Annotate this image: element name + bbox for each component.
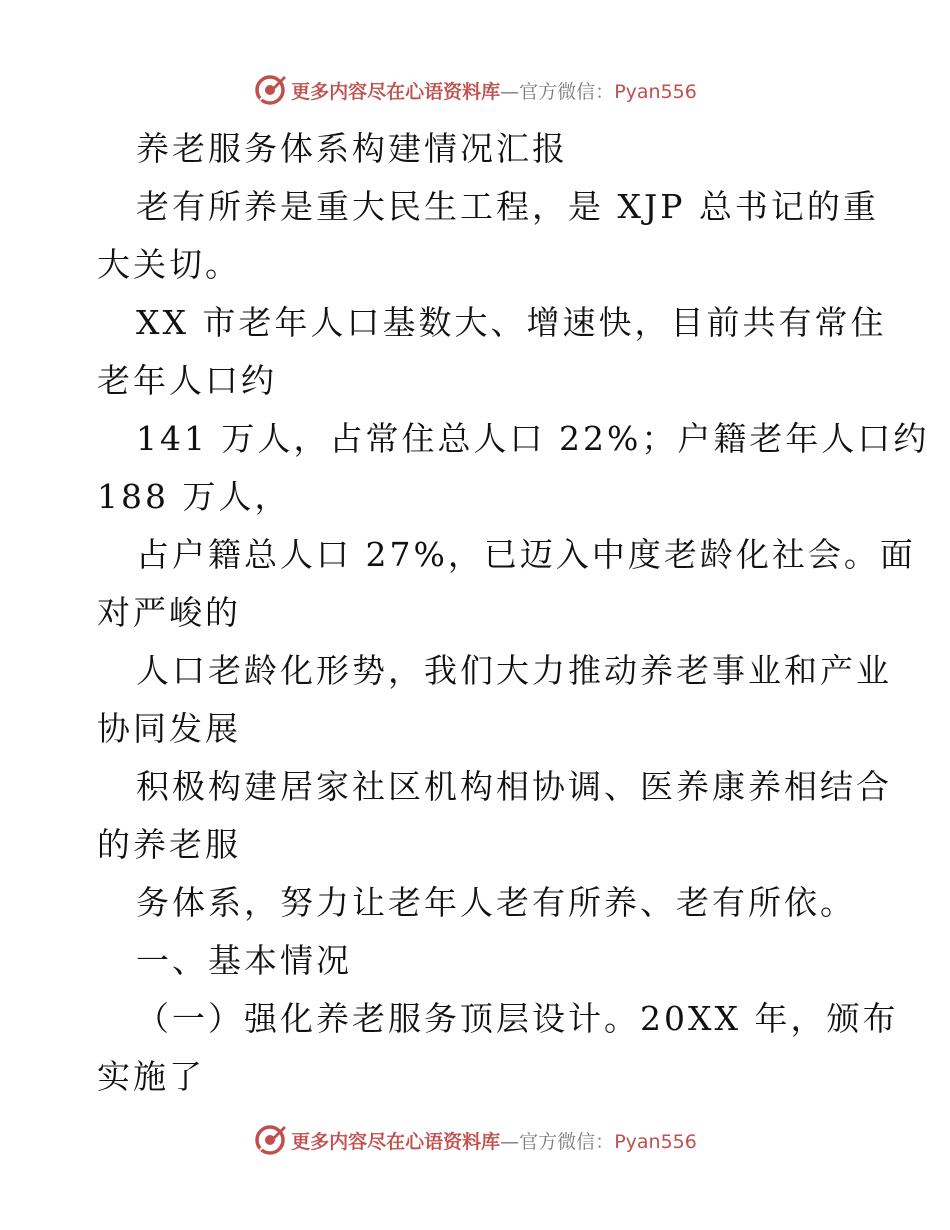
text-line: 大关切。 [97, 245, 241, 284]
watermark-wechat-id: Pyan556 [614, 1130, 697, 1153]
document-title: 养老服务体系构建情况汇报 [136, 129, 568, 168]
watermark-separator: — [500, 80, 520, 103]
document-body [97, 120, 930, 1106]
text-line: 占户籍总人口 27%，已迈入中度老龄化社会。面 [136, 535, 916, 574]
text-line: 务体系，努力让老年人老有所养、老有所依。 [136, 883, 856, 922]
section-heading: 一、基本情况 [136, 941, 352, 980]
footer-watermark [0, 1122, 950, 1158]
watermark-text [291, 77, 697, 104]
watermark-text [291, 1127, 697, 1154]
text-line: 积极构建居家社区机构相协调、医养康养相结合 [136, 767, 892, 806]
watermark-official: 官方微信： [519, 80, 615, 103]
pen-logo-icon [253, 73, 287, 107]
text-line: 老有所养是重大民生工程，是 XJP 总书记的重 [136, 187, 879, 226]
text-line: 协同发展 [97, 709, 241, 748]
text-line: 实施了 [97, 1057, 205, 1096]
watermark-brand: 更多内容尽在心语资料库 [291, 80, 501, 103]
header-watermark [0, 72, 950, 108]
text-line: 的养老服 [97, 825, 241, 864]
pen-logo-icon [253, 1123, 287, 1157]
subsection-heading: （一）强化养老服务顶层设计。20XX 年，颁布 [136, 999, 899, 1038]
text-line: 人口老龄化形势，我们大力推动养老事业和产业 [136, 651, 892, 690]
text-line: 188 万人， [97, 477, 291, 516]
watermark-brand: 更多内容尽在心语资料库 [291, 1130, 501, 1153]
watermark-separator: — [500, 1130, 520, 1153]
text-line: 老年人口约 [97, 361, 277, 400]
text-line: 对严峻的 [97, 593, 241, 632]
watermark-wechat-id: Pyan556 [614, 80, 697, 103]
watermark-official: 官方微信： [519, 1130, 615, 1153]
text-line: XX 市老年人口基数大、增速快，目前共有常住 [136, 303, 887, 342]
text-line: 141 万人，占常住总人口 22%；户籍老年人口约 [136, 419, 930, 458]
